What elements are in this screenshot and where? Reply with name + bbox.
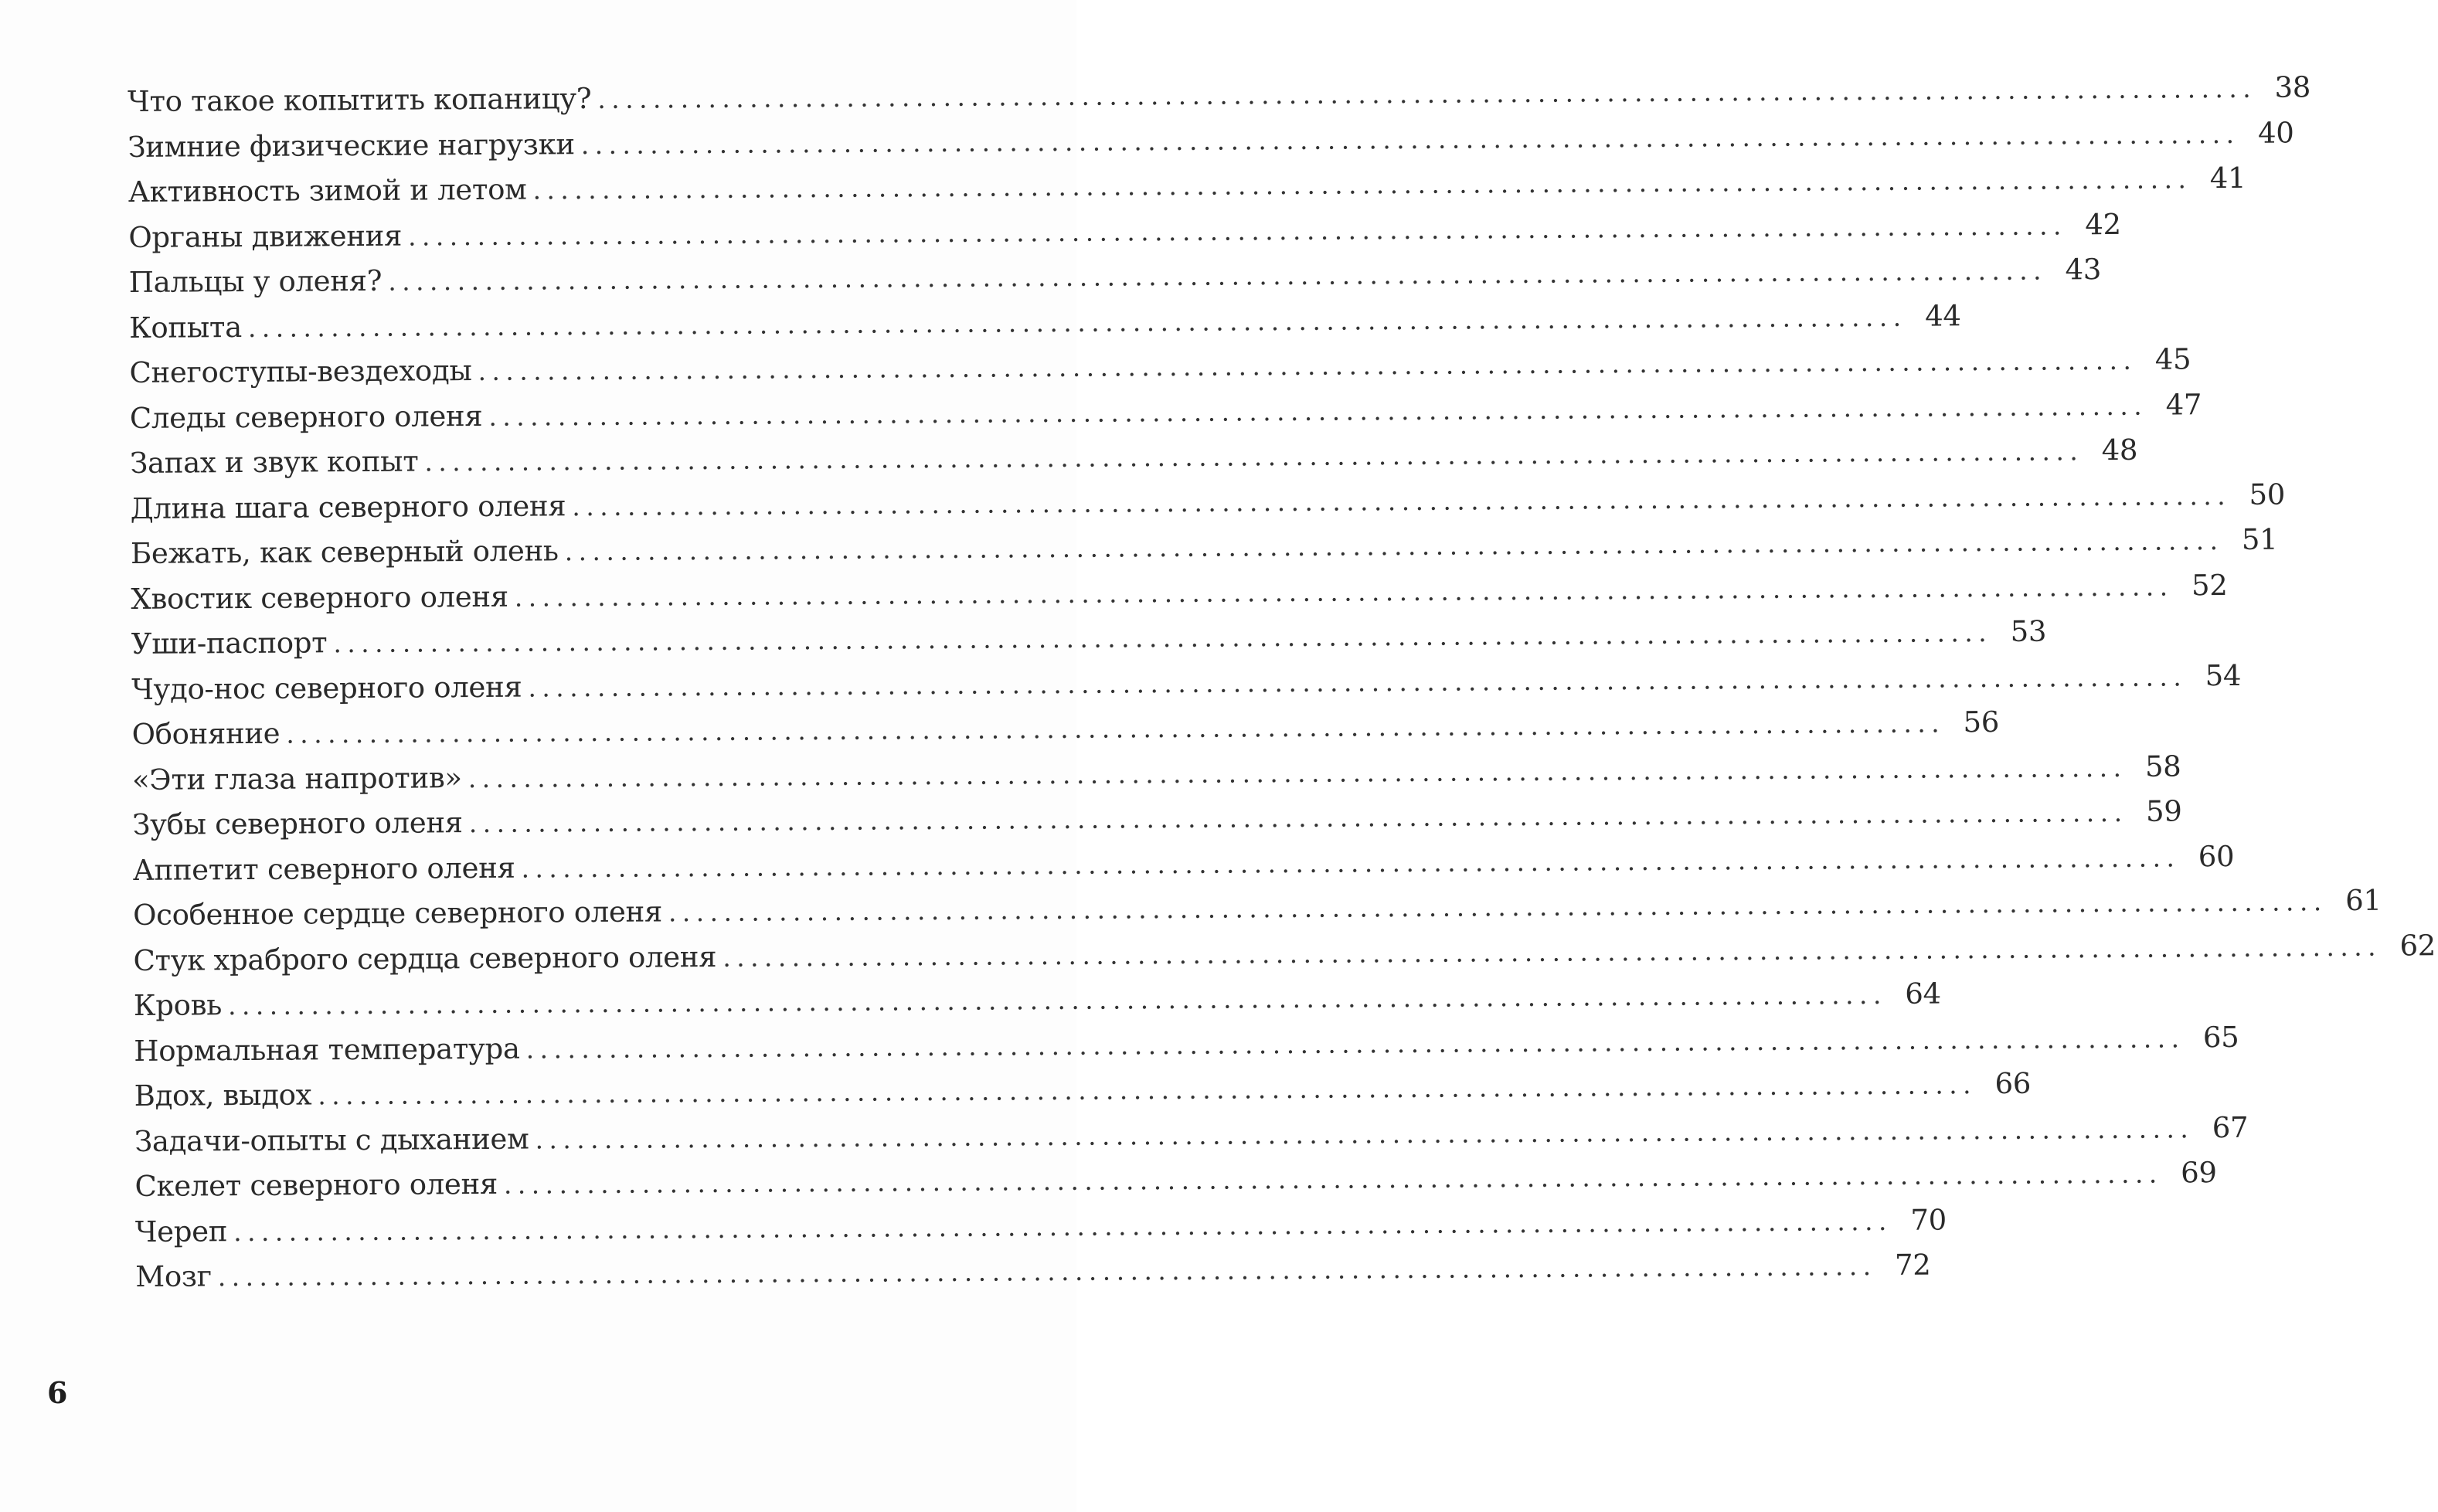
dot-leader: ........................................................................................................................ — [668, 886, 2327, 928]
toc-entry-page: 43 — [2065, 253, 2102, 287]
toc-entry-page: 53 — [2010, 614, 2047, 648]
toc-entry-title: Длина шага северного оленя — [130, 488, 566, 525]
toc-entry — [129, 342, 2191, 396]
toc-entry — [135, 1248, 1931, 1300]
toc-entry — [131, 658, 2242, 712]
toc-entry-page: 47 — [2165, 387, 2202, 422]
toc-entry-page: 52 — [2191, 568, 2228, 602]
toc-entry-title: Задачи-опыты с дыханием — [134, 1122, 529, 1158]
toc-entry-page: 67 — [2212, 1110, 2249, 1144]
toc-entry — [128, 298, 1961, 351]
toc-entry — [131, 568, 2228, 622]
dot-leader: ........................................................................................................................ — [478, 345, 2137, 386]
toc-entry-title: Запах и звук копыт — [130, 444, 419, 480]
dot-leader: ........................................................................................................................ — [532, 164, 2192, 206]
toc-entry-title: Следы северного оленя — [129, 399, 483, 435]
dot-leader: ........................................................................................................................ — [488, 390, 2148, 432]
toc-entry-title: Стук храброго сердца северного оленя — [133, 939, 717, 977]
toc-entry — [131, 749, 2181, 803]
toc-entry — [134, 1156, 2217, 1209]
toc-entry-page: 42 — [2085, 207, 2121, 241]
dot-leader: ........................................................................................................................ — [217, 1251, 1877, 1293]
dot-leader: ........................................................................................................................ — [333, 617, 1993, 659]
dot-leader: ........................................................................................................................ — [528, 661, 2188, 703]
toc-entry-page: 58 — [2144, 749, 2181, 783]
dot-leader: ........................................................................................................................ — [580, 118, 2240, 160]
toc-entry — [128, 253, 2102, 305]
toc-entry-page: 65 — [2202, 1020, 2239, 1054]
toc-entry-title: Зимние физические нагрузки — [128, 127, 575, 164]
toc-entry — [134, 1020, 2239, 1074]
toc-entry-title: Аппетит северного оленя — [132, 851, 515, 887]
toc-entry-page: 50 — [2249, 477, 2286, 511]
dot-leader: ........................................................................................................................ — [468, 752, 2127, 793]
toc-entry-title: Что такое копытить копаницу? — [128, 82, 592, 118]
dot-leader: ........................................................................................................................ — [388, 255, 2048, 297]
toc-entry-title: Активность зимой и летом — [128, 172, 527, 209]
toc-entry — [133, 883, 2382, 938]
dot-leader: ........................................................................................................................ — [424, 436, 2084, 477]
toc-entry-title: Снегоступы-вездеходы — [129, 354, 472, 389]
toc-entry — [128, 161, 2246, 215]
table-of-contents — [128, 70, 2436, 1300]
toc-entry-page: 60 — [2198, 839, 2235, 873]
dot-leader: ........................................................................................................................ — [597, 73, 2257, 114]
toc-entry-title: Нормальная температура — [134, 1031, 520, 1068]
toc-entry — [131, 705, 2000, 757]
toc-entry-page: 48 — [2101, 433, 2138, 467]
toc-entry-page: 44 — [1924, 298, 1961, 333]
toc-entry-page: 61 — [2345, 883, 2382, 917]
toc-entry-title: Уши-паспорт — [131, 626, 328, 661]
toc-entry-page: 40 — [2257, 115, 2294, 150]
toc-entry-title: Зубы северного оленя — [132, 806, 463, 841]
toc-entry — [133, 928, 2436, 984]
toc-entry-title: Хвостик северного оленя — [131, 579, 508, 616]
toc-entry-title: Копыта — [128, 310, 243, 345]
toc-entry — [134, 1110, 2249, 1164]
toc-entry — [132, 794, 2182, 848]
toc-entry-page: 54 — [2205, 658, 2242, 692]
toc-entry-page: 66 — [1994, 1066, 2032, 1101]
dot-leader: ........................................................................................................................ — [535, 1113, 2195, 1155]
toc-entry-title: Скелет северного оленя — [134, 1167, 498, 1203]
toc-entry-title: Органы движения — [128, 219, 403, 254]
toc-entry-title: Чудо-нос северного оленя — [131, 670, 522, 706]
toc-entry-page: 62 — [2399, 928, 2436, 963]
dot-leader: ........................................................................................................................ — [564, 525, 2224, 567]
dot-leader: ........................................................................................................................ — [227, 979, 1887, 1021]
page-number: 6 — [47, 1375, 68, 1410]
dot-leader: ........................................................................................................................ — [521, 841, 2181, 884]
dot-leader: ........................................................................................................................ — [247, 301, 1907, 343]
toc-entry-title: Кровь — [133, 988, 223, 1022]
toc-entry-page: 69 — [2181, 1156, 2217, 1190]
toc-entry — [134, 1202, 1947, 1255]
toc-entry-page: 51 — [2241, 522, 2278, 556]
toc-entry-title: Бежать, как северный олень — [130, 534, 559, 570]
dot-leader: ........................................................................................................................ — [723, 931, 2382, 973]
toc-entry-page: 45 — [2154, 342, 2191, 376]
dot-leader: ........................................................................................................................ — [503, 1158, 2163, 1200]
dot-leader: ........................................................................................................................ — [525, 1022, 2185, 1065]
toc-entry-page: 72 — [1894, 1248, 1931, 1282]
dot-leader: ........................................................................................................................ — [407, 209, 2067, 252]
dot-leader: ........................................................................................................................ — [318, 1069, 1977, 1111]
dot-leader: ........................................................................................................................ — [286, 708, 1946, 749]
toc-entry-page: 41 — [2209, 161, 2246, 195]
toc-entry — [132, 839, 2235, 893]
toc-entry — [130, 477, 2286, 532]
toc-entry — [134, 1066, 2032, 1119]
toc-entry-title: Пальцы у оленя? — [128, 263, 383, 299]
dot-leader: ........................................................................................................................ — [514, 570, 2174, 613]
toc-entry — [128, 115, 2294, 170]
toc-entry-title: «Эти глаза напротив» — [131, 760, 462, 797]
toc-entry-title: Вдох, выдох — [134, 1078, 312, 1113]
dot-leader: ........................................................................................................................ — [572, 480, 2232, 522]
toc-entry — [130, 522, 2278, 576]
toc-entry-title: Обоняние — [131, 716, 281, 751]
toc-entry — [133, 977, 1941, 1028]
toc-entry-page: 56 — [1963, 705, 2000, 739]
toc-entry-page: 59 — [2145, 794, 2182, 828]
toc-entry-title: Череп — [134, 1214, 228, 1249]
toc-entry-title: Мозг — [135, 1259, 212, 1293]
dot-leader: ........................................................................................................................ — [233, 1205, 1893, 1247]
toc-entry-page: 64 — [1905, 977, 1941, 1011]
toc-entry — [130, 433, 2138, 486]
toc-entry-title: Особенное сердце северного оленя — [133, 895, 663, 932]
dot-leader: ........................................................................................................................ — [468, 797, 2128, 839]
toc-entry — [128, 207, 2121, 260]
toc-entry — [129, 387, 2202, 441]
toc-entry — [128, 70, 2311, 124]
toc-entry — [131, 614, 2047, 667]
toc-entry-page: 70 — [1910, 1202, 1947, 1237]
toc-entry-page: 38 — [2274, 70, 2311, 104]
